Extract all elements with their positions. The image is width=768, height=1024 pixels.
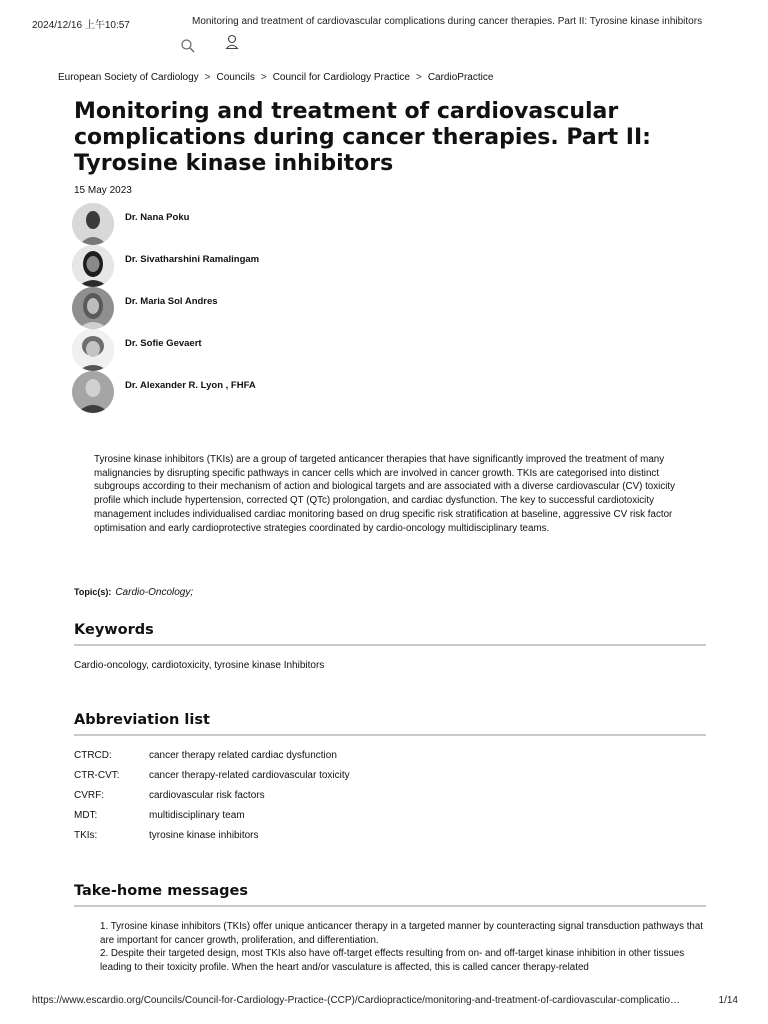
abbreviation-definition: cancer therapy related cardiac dysfunction (149, 750, 337, 761)
print-url: https://www.escardio.org/Councils/Council-for-Cardiology-Practice-(CCP)/Cardiopractice/monitoring-and-treatment-of-cardiovascular-complicatio… (32, 995, 681, 1006)
breadcrumb-separator: > (415, 72, 422, 83)
breadcrumb-item-esc[interactable]: European Society of Cardiology (58, 72, 199, 83)
author-name[interactable]: Dr. Nana Poku (125, 212, 190, 223)
list-item: 1. Tyrosine kinase inhibitors (TKIs) offer unique anticancer therapy in a targeted manner by counteracting signal transduction pathways that are important for cancer growth, proliferation, and differentiation. (100, 921, 704, 946)
abbreviation-term: CTR-CVT: (74, 770, 120, 781)
breadcrumb-separator: > (204, 72, 211, 83)
breadcrumb (58, 72, 493, 83)
topics-label: Topic(s): (74, 587, 112, 597)
author-item[interactable] (72, 245, 372, 287)
print-footer (32, 995, 738, 1009)
abbreviation-definition: tyrosine kinase inhibitors (149, 830, 259, 841)
take-home-list (100, 920, 706, 974)
abbreviation-definition: multidisciplinary team (149, 810, 245, 821)
author-item[interactable] (72, 329, 372, 371)
avatar[interactable] (72, 371, 114, 413)
page-title: Monitoring and treatment of cardiovascular complications during cancer therapies. Part II: Tyrosine kinase inhibitors (74, 99, 651, 176)
abbreviation-term: MDT: (74, 810, 98, 821)
topics (74, 587, 193, 598)
breadcrumb-item-councils[interactable]: Councils (216, 72, 255, 83)
author-name[interactable]: Dr. Maria Sol Andres (125, 296, 218, 307)
author-item[interactable] (72, 371, 372, 413)
abbreviation-term: CVRF: (74, 790, 104, 801)
print-doc-title: Monitoring and treatment of cardiovascular complications during cancer therapies. Part II: Tyrosine kinase inhibitors (192, 16, 703, 27)
author-item[interactable] (72, 203, 372, 245)
take-home-heading: Take-home messages (74, 883, 706, 907)
abbreviation-term: TKIs: (74, 830, 98, 841)
publish-date: 15 May 2023 (74, 185, 132, 196)
page-number: 1/14 (718, 995, 738, 1006)
author-item[interactable] (72, 287, 372, 329)
avatar[interactable] (72, 203, 114, 245)
list-item: 2. Despite their targeted design, most TKIs also have off-target effects resulting from on- and off-target kinase inhibition in other tissues leading to their toxicity profile. When the heart and/or vasculature is affected, this is called cancer therapy-related (100, 948, 685, 973)
abbreviation-term: CTRCD: (74, 750, 112, 761)
avatar[interactable] (72, 245, 114, 287)
keywords-heading: Keywords (74, 622, 706, 646)
print-header (32, 16, 732, 32)
breadcrumb-item-council-cardiology-practice[interactable]: Council for Cardiology Practice (272, 72, 410, 83)
keywords-text: Cardio-oncology, cardiotoxicity, tyrosine kinase Inhibitors (74, 660, 325, 671)
author-name[interactable]: Dr. Sivatharshini Ramalingam (125, 254, 260, 265)
avatar[interactable] (72, 287, 114, 329)
author-name[interactable]: Dr. Sofie Gevaert (125, 338, 202, 349)
abstract: Tyrosine kinase inhibitors (TKIs) are a group of targeted anticancer therapies that have significantly improved the treatment of many malignancies by disrupting specific pathways in cancer cells which are involved in cancer growth. TKIs are categorised into distinct subgroups according to their mechanism of action and biological targets and are associated with a diverse cardiovascular (CV) toxicity profile which include hypertension, corrected QT (QTc) prolongation, and cardiac dysfunction. The key to successful cardiotoxicity management includes individualised cardiac monitoring based on drug specific risk stratification at baseline, aggressive CV risk factor optimisation and early cardioprotective strategies coordinated by cardio-oncology multidisciplinary teams. (94, 454, 676, 534)
topic-link[interactable]: Cardio-Oncology; (115, 587, 194, 598)
avatar[interactable] (72, 329, 114, 371)
author-list (72, 203, 372, 413)
author-name[interactable]: Dr. Alexander R. Lyon , FHFA (125, 380, 256, 391)
abbreviation-heading: Abbreviation list (74, 712, 706, 736)
breadcrumb-item-cardiopractice[interactable]: CardioPractice (427, 72, 494, 83)
breadcrumb-separator: > (260, 72, 267, 83)
user-icon[interactable] (224, 34, 240, 50)
print-timestamp: 2024/12/16 上午10:57 (32, 20, 130, 31)
abbreviation-definition: cardiovascular risk factors (149, 790, 265, 801)
search-icon[interactable] (180, 38, 196, 54)
abbreviation-definition: cancer therapy-related cardiovascular toxicity (149, 770, 350, 781)
